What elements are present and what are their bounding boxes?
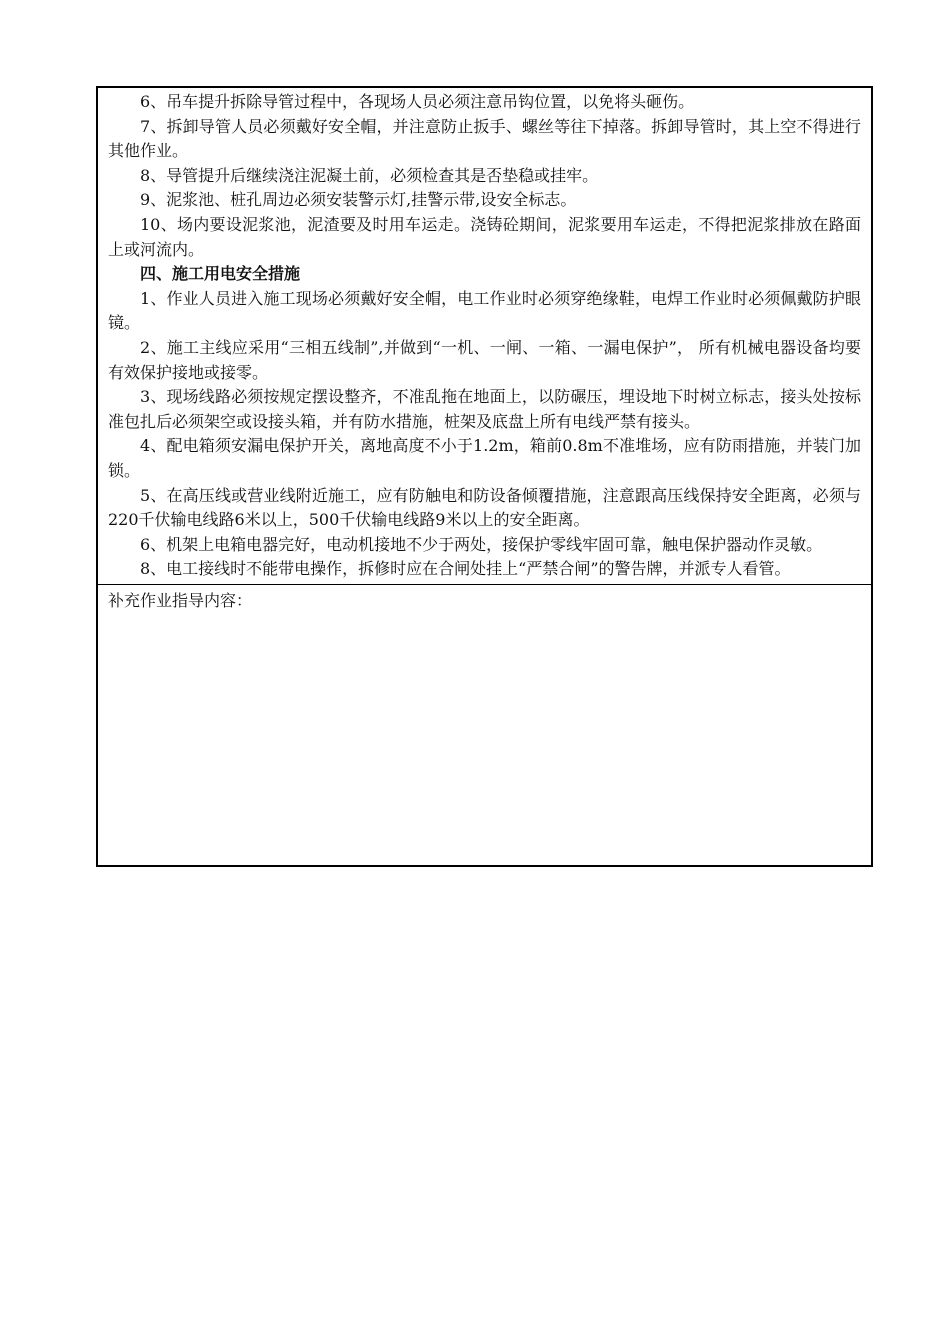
paragraph-item-10: 10、场内要设泥浆池，泥渣要及时用车运走。浇铸砼期间，泥浆要用车运走，不得把泥浆排放在路面上或河流内。 bbox=[108, 214, 861, 259]
paragraph-item-7: 7、拆卸导管人员必须戴好安全帽，并注意防止扳手、螺丝等往下掉落。拆卸导管时，其上空不得进行其他作业。 bbox=[108, 116, 861, 161]
safety-instruction-table bbox=[96, 86, 873, 867]
electrical-item-3: 3、现场线路必须按规定摆设整齐，不准乱拖在地面上，以防碾压，埋设地下时树立标志，接头处按标准包扎后必须架空或设接头箱，并有防水措施，桩架及底盘上所有电线严禁有接头。 bbox=[108, 387, 861, 431]
supplement-cell bbox=[98, 585, 871, 865]
electrical-item-2: 2、施工主线应采用“三相五线制”,并做到“一机、一闸、一箱、一漏电保护”， 所有机械电器设备均要有效保护接地或接零。 bbox=[108, 337, 861, 382]
electrical-item-8: 8、电工接线时不能带电操作，拆修时应在合闸处挂上“严禁合闸”的警告牌，并派专人看管。 bbox=[140, 559, 791, 579]
paragraph-item-6: 6、吊车提升拆除导管过程中，各现场人员必须注意吊钩位置，以免将头砸伤。 bbox=[140, 92, 695, 111]
paragraph-item-8: 8、导管提升后继续浇注泥凝土前，必须检查其是否垫稳或挂牢。 bbox=[140, 165, 599, 185]
electrical-item-6: 6、机架上电箱电器完好，电动机接地不少于两处，接保护零线牢固可靠，触电保护器动作灵敏。 bbox=[140, 534, 823, 554]
paragraph-item-9: 9、泥浆池、桩孔周边必须安装警示灯,挂警示带,设安全标志。 bbox=[140, 190, 577, 210]
safety-measures-cell bbox=[98, 88, 871, 584]
electrical-item-1: 1、作业人员进入施工现场必须戴好安全帽，电工作业时必须穿绝缘鞋，电焊工作业时必须佩戴防护眼镜。 bbox=[108, 288, 861, 333]
electrical-item-5: 5、在高压线或营业线附近施工，应有防触电和防设备倾覆措施，注意跟高压线保持安全距离，必须与220千伏输电线路6米以上，500千伏输电线路9米以上的安全距离。 bbox=[108, 485, 861, 530]
electrical-item-4: 4、配电箱须安漏电保护开关，离地高度不小于1.2m，箱前0.8m不准堆场，应有防雨措施，并装门加锁。 bbox=[108, 436, 861, 480]
section-heading-electrical-safety: 四、施工用电安全措施 bbox=[140, 264, 301, 284]
supplement-label: 补充作业指导内容： bbox=[108, 590, 253, 610]
